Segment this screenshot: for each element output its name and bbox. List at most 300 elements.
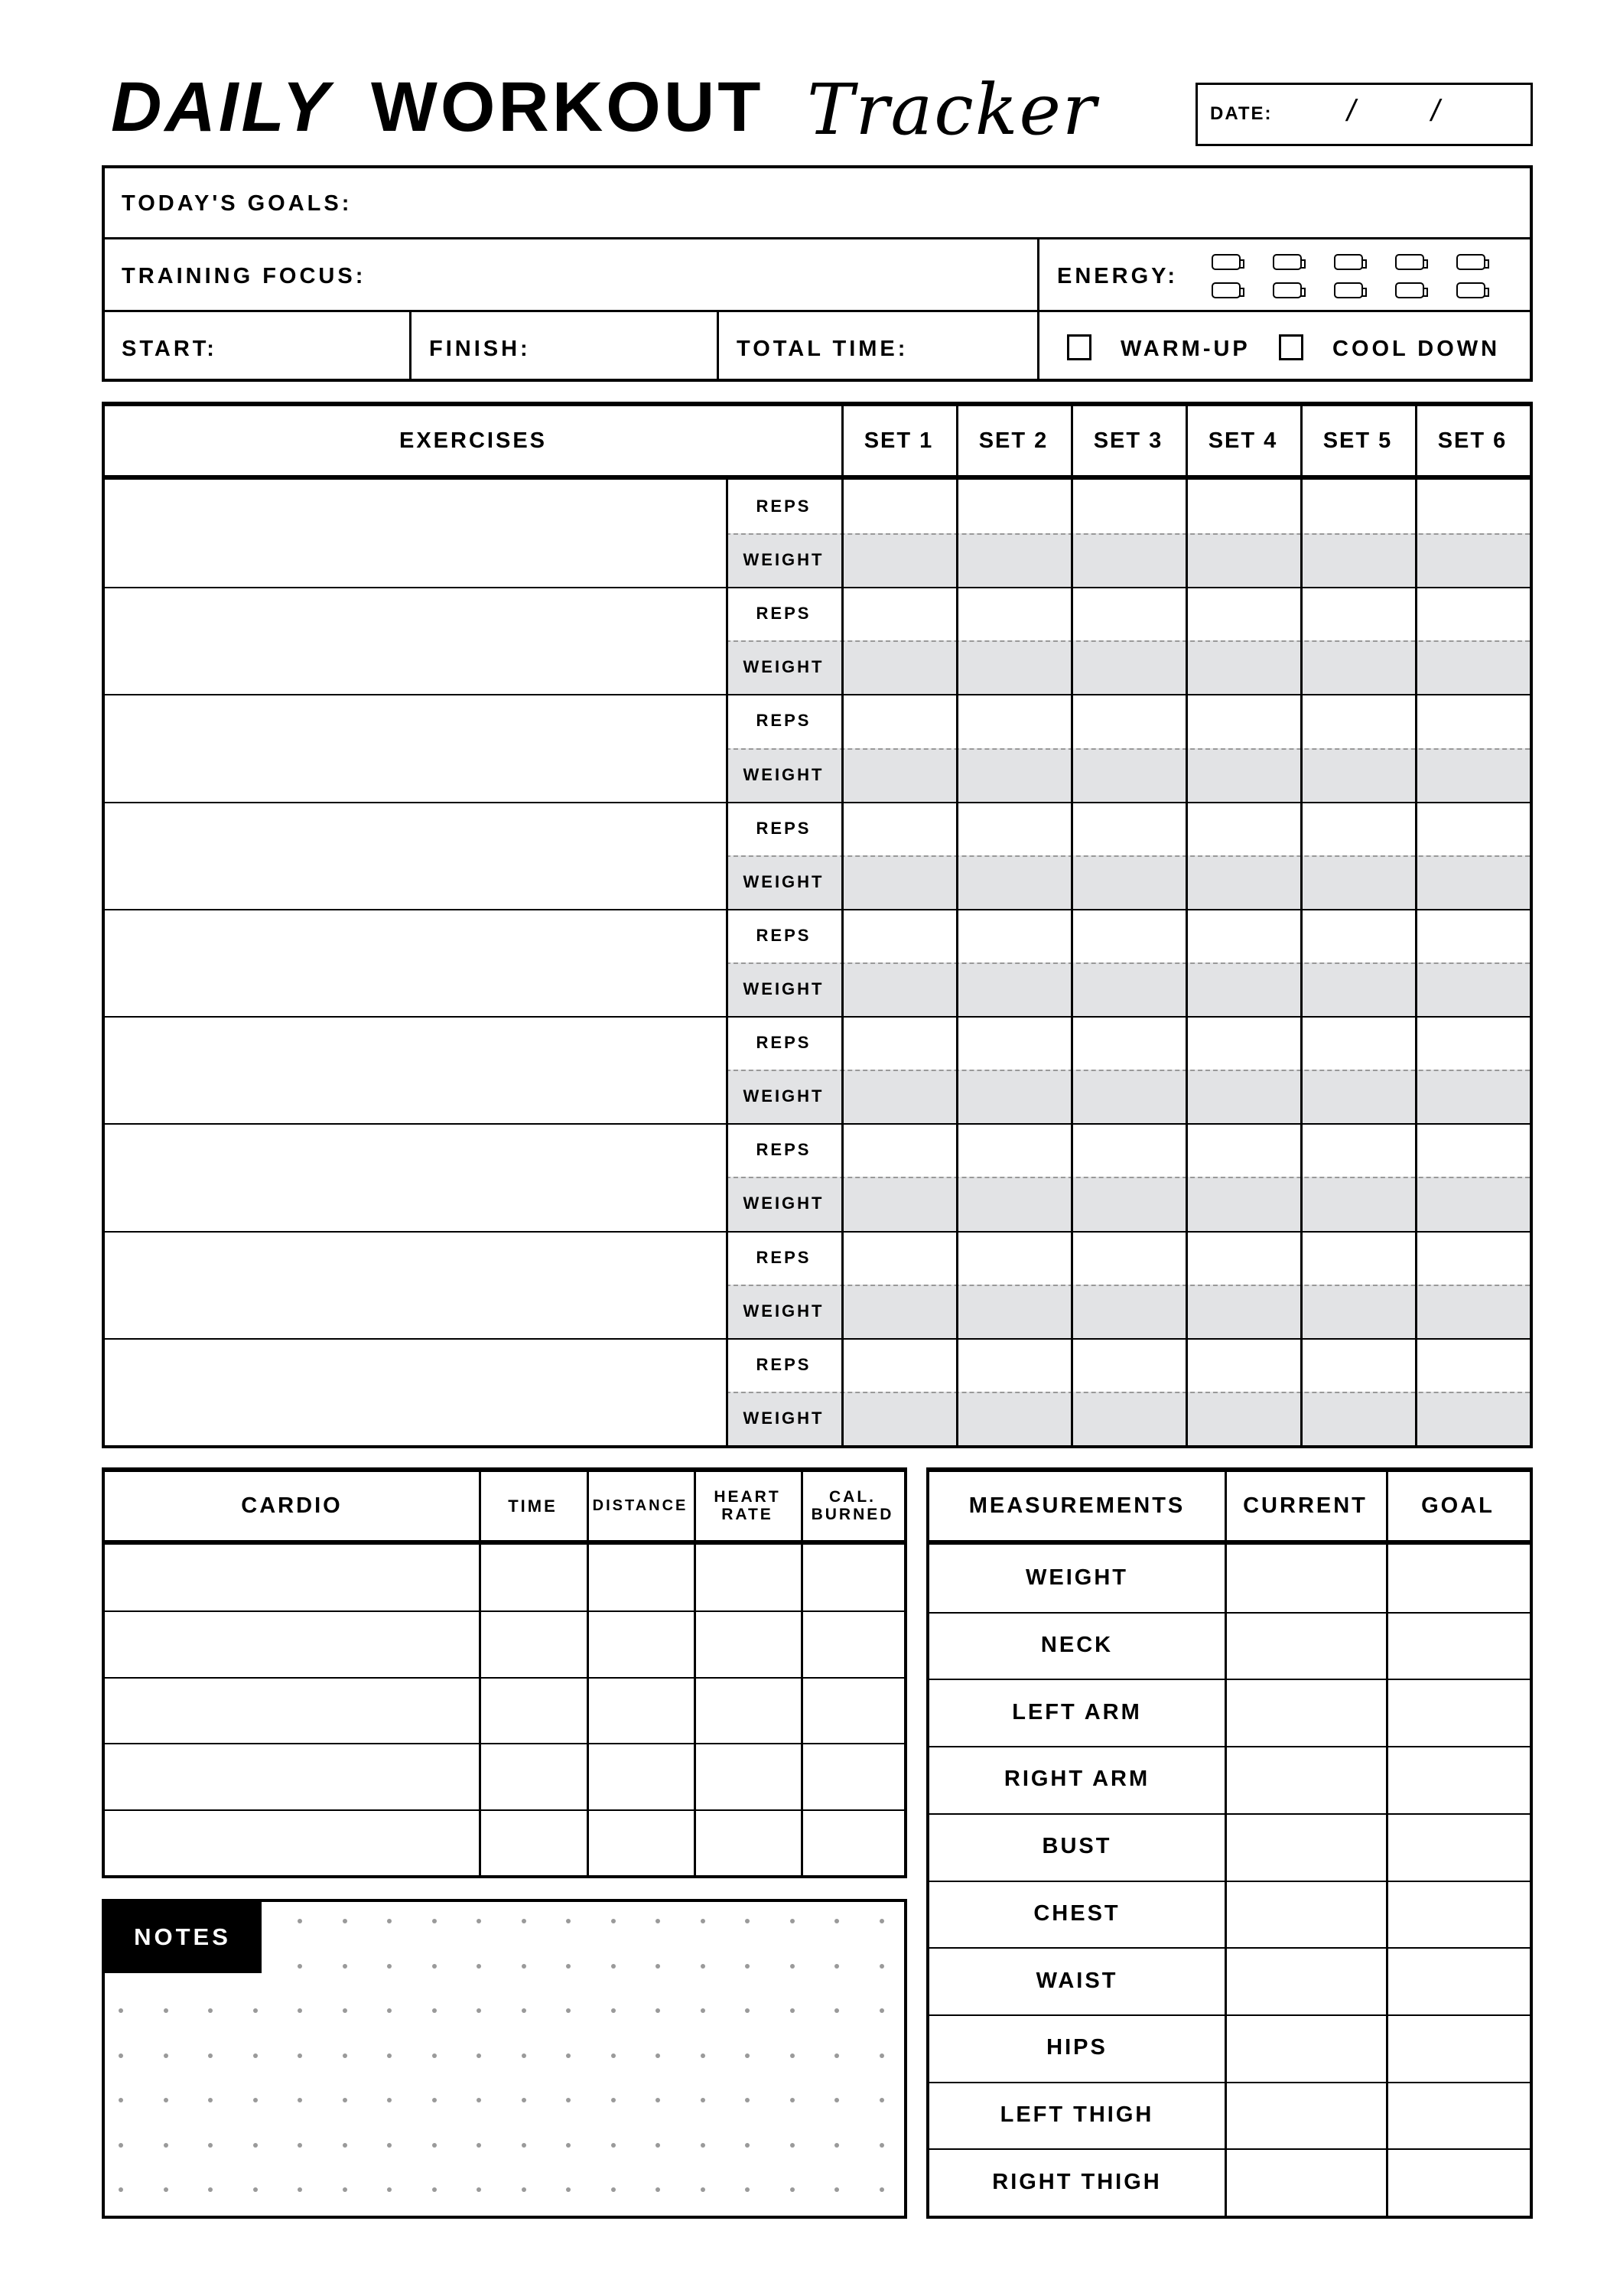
grid-dot [387, 2098, 392, 2102]
current-input[interactable] [1225, 1612, 1386, 1679]
weight-input[interactable] [956, 1392, 1071, 1445]
weight-input[interactable] [841, 748, 956, 802]
reps-input[interactable] [956, 480, 1071, 533]
grid-dot [432, 2008, 437, 2013]
reps-input[interactable] [841, 1231, 956, 1285]
grid-dot [701, 2053, 705, 2058]
cardio-cell-input[interactable] [479, 1545, 587, 1610]
grid-dot [298, 2008, 302, 2013]
weight-input[interactable] [841, 855, 956, 909]
reps-input[interactable] [1415, 1016, 1530, 1070]
reps-input[interactable] [841, 802, 956, 855]
weight-label: WEIGHT [743, 979, 825, 999]
reps-input[interactable] [1071, 587, 1186, 640]
row-divider [105, 587, 1530, 588]
grid-dot [655, 2143, 660, 2148]
reps-input[interactable] [841, 909, 956, 962]
battery-icon[interactable] [1273, 254, 1302, 270]
reps-label: REPS [756, 818, 812, 838]
battery-icon[interactable] [1395, 282, 1424, 298]
grid-dot [701, 1919, 705, 1923]
current-input[interactable] [1225, 1947, 1386, 2014]
exercise-name-input[interactable] [105, 1231, 726, 1338]
grid-dot [790, 2098, 795, 2102]
reps-input[interactable] [1186, 909, 1300, 962]
grid-dot [566, 2008, 571, 2013]
grid-dot [164, 2098, 168, 2102]
reps-input[interactable] [1415, 1231, 1530, 1285]
reps-input[interactable] [956, 694, 1071, 747]
reps-input[interactable] [841, 1123, 956, 1177]
divider [956, 480, 958, 1445]
current-input[interactable] [1225, 1746, 1386, 1813]
exercise-name-input[interactable] [105, 1338, 726, 1445]
battery-icon[interactable] [1273, 282, 1302, 298]
grid-dot [611, 2187, 616, 2192]
reps-input[interactable] [1300, 1338, 1415, 1392]
weight-input[interactable] [1300, 533, 1415, 587]
weight-input[interactable] [1415, 640, 1530, 694]
grid-dot [387, 2143, 392, 2148]
weight-input[interactable] [841, 533, 956, 587]
grid-dot [566, 2187, 571, 2192]
battery-icon[interactable] [1395, 254, 1424, 270]
grid-dot [745, 2098, 750, 2102]
cardio-cell-input[interactable] [479, 1743, 587, 1809]
weight-input[interactable] [841, 1285, 956, 1338]
weight-input[interactable] [841, 1177, 956, 1230]
reps-input[interactable] [1300, 1231, 1415, 1285]
measurements-header-2: GOAL [1421, 1493, 1495, 1518]
weight-input[interactable] [1071, 1392, 1186, 1445]
grid-dot [834, 1964, 839, 1969]
weight-input[interactable] [1071, 533, 1186, 587]
cardio-cell-input[interactable] [801, 1610, 904, 1676]
weight-input[interactable] [1071, 1285, 1186, 1338]
cardio-cell-input[interactable] [105, 1809, 479, 1875]
exercise-name-input[interactable] [105, 480, 726, 587]
exercise-name-input[interactable] [105, 909, 726, 1016]
battery-icon[interactable] [1212, 282, 1241, 298]
measurement-label: RIGHT ARM [1004, 1767, 1150, 1792]
reps-input[interactable] [1415, 694, 1530, 747]
weight-input[interactable] [1300, 962, 1415, 1016]
cooldown-checkbox[interactable] [1279, 334, 1303, 360]
reps-input[interactable] [1186, 1016, 1300, 1070]
grid-dot [611, 2008, 616, 2013]
grid-dot [298, 2187, 302, 2192]
date-label: DATE: [1210, 103, 1273, 124]
grid-dot [164, 2008, 168, 2013]
grid-dot [298, 2053, 302, 2058]
goal-input[interactable] [1386, 1679, 1530, 1746]
set-header-4: SET 4 [1208, 428, 1278, 453]
training-focus-field[interactable] [122, 264, 366, 289]
cardio-cell-input[interactable] [694, 1545, 801, 1610]
reps-input[interactable] [956, 1338, 1071, 1392]
grid-dot [164, 2187, 168, 2192]
title-tracker-script: Tracker [807, 69, 1098, 151]
reps-input[interactable] [956, 1231, 1071, 1285]
weight-input[interactable] [1071, 962, 1186, 1016]
cardio-header-4: CAL. BURNED [811, 1488, 894, 1523]
grid-dot [432, 1964, 437, 1969]
row-divider [105, 694, 1530, 695]
goal-input[interactable] [1386, 1612, 1530, 1679]
weight-input[interactable] [1300, 1392, 1415, 1445]
weight-input[interactable] [956, 962, 1071, 1016]
cardio-cell-input[interactable] [801, 1677, 904, 1743]
grid-dot [701, 2098, 705, 2102]
weight-input[interactable] [1300, 1285, 1415, 1338]
reps-input[interactable] [956, 1016, 1071, 1070]
cardio-cell-input[interactable] [694, 1809, 801, 1875]
cardio-cell-input[interactable] [587, 1677, 694, 1743]
reps-input[interactable] [1186, 1338, 1300, 1392]
energy-label: ENERGY: [1057, 264, 1178, 288]
divider [1300, 480, 1303, 1445]
grid-dot [611, 2053, 616, 2058]
weight-input[interactable] [1300, 1177, 1415, 1230]
exercise-name-input[interactable] [105, 694, 726, 801]
grid-dot [834, 2187, 839, 2192]
goal-input[interactable] [1386, 1947, 1530, 2014]
cardio-table [102, 1467, 907, 1878]
goal-input[interactable] [1386, 2014, 1530, 2082]
reps-input[interactable] [841, 480, 956, 533]
grid-dot [655, 2187, 660, 2192]
weight-input[interactable] [1415, 533, 1530, 587]
weight-label: WEIGHT [743, 764, 825, 784]
current-input[interactable] [1225, 2082, 1386, 2149]
weight-input[interactable] [956, 533, 1071, 587]
weight-input[interactable] [841, 640, 956, 694]
reps-input[interactable] [841, 587, 956, 640]
cardio-cell-input[interactable] [801, 1545, 904, 1610]
weight-label: WEIGHT [743, 871, 825, 891]
weight-input[interactable] [1071, 855, 1186, 909]
weight-input[interactable] [956, 1285, 1071, 1338]
reps-input[interactable] [1071, 694, 1186, 747]
weight-input[interactable] [956, 1070, 1071, 1123]
cardio-cell-input[interactable] [694, 1610, 801, 1676]
grid-dot [834, 2008, 839, 2013]
weight-input[interactable] [1415, 1070, 1530, 1123]
reps-input[interactable] [1415, 909, 1530, 962]
notes-area[interactable] [102, 1899, 907, 2219]
cardio-cell-input[interactable] [479, 1809, 587, 1875]
reps-input[interactable] [1186, 694, 1300, 747]
goal-input[interactable] [1386, 2148, 1530, 2216]
reps-input[interactable] [1186, 480, 1300, 533]
reps-input[interactable] [1186, 587, 1300, 640]
weight-input[interactable] [1186, 1285, 1300, 1338]
reps-input[interactable] [1415, 802, 1530, 855]
grid-dot [477, 2098, 481, 2102]
cardio-header-3: HEART RATE [714, 1488, 781, 1523]
title-daily: DAILY [111, 68, 333, 146]
grid-dot [790, 1964, 795, 1969]
grid-dot [566, 2098, 571, 2102]
weight-input[interactable] [1186, 640, 1300, 694]
reps-input[interactable] [1071, 1123, 1186, 1177]
weight-input[interactable] [1071, 748, 1186, 802]
grid-dot [432, 2143, 437, 2148]
weight-input[interactable] [1300, 1070, 1415, 1123]
grid-dot [522, 2187, 526, 2192]
cardio-cell-input[interactable] [479, 1677, 587, 1743]
weight-input[interactable] [1186, 1070, 1300, 1123]
reps-input[interactable] [841, 694, 956, 747]
goals-label: TODAY'S GOALS: [122, 191, 353, 216]
grid-dot [477, 2143, 481, 2148]
cardio-cell-input[interactable] [105, 1743, 479, 1809]
row-divider [105, 909, 1530, 910]
cardio-cell-input[interactable] [105, 1677, 479, 1743]
exercise-name-input[interactable] [105, 587, 726, 694]
exercise-name-input[interactable] [105, 802, 726, 909]
weight-input[interactable] [841, 962, 956, 1016]
grid-dot [522, 2098, 526, 2102]
reps-input[interactable] [956, 909, 1071, 962]
grid-dot [880, 1919, 884, 1923]
reps-input[interactable] [1071, 1016, 1186, 1070]
total-time-field[interactable] [737, 337, 908, 362]
grid-dot [343, 1964, 347, 1969]
grid-dot [790, 2143, 795, 2148]
reps-input[interactable] [956, 1123, 1071, 1177]
reps-input[interactable] [1300, 909, 1415, 962]
cardio-cell-input[interactable] [587, 1809, 694, 1875]
measurement-label: WAIST [1036, 1968, 1118, 1993]
battery-icon[interactable] [1212, 254, 1241, 270]
current-input[interactable] [1225, 1813, 1386, 1881]
reps-input[interactable] [1300, 802, 1415, 855]
weight-input[interactable] [956, 748, 1071, 802]
grid-dot [477, 2053, 481, 2058]
weight-input[interactable] [1071, 640, 1186, 694]
measurement-label: BUST [1042, 1834, 1112, 1859]
reps-label: REPS [756, 1354, 812, 1374]
reps-input[interactable] [1071, 1338, 1186, 1392]
weight-input[interactable] [1300, 748, 1415, 802]
weight-input[interactable] [1415, 1285, 1530, 1338]
reps-input[interactable] [1300, 1123, 1415, 1177]
cardio-cell-input[interactable] [694, 1743, 801, 1809]
date-field[interactable] [1195, 83, 1533, 146]
grid-dot [655, 1919, 660, 1923]
date-separator-2: / [1431, 94, 1440, 128]
set-header-1: SET 1 [864, 428, 934, 453]
weight-input[interactable] [1415, 1392, 1530, 1445]
grid-dot [522, 2008, 526, 2013]
cardio-cell-input[interactable] [801, 1743, 904, 1809]
measurements-table [926, 1467, 1533, 2219]
divider [717, 311, 719, 379]
grid-dot [701, 2143, 705, 2148]
measurement-label: HIPS [1046, 2035, 1108, 2060]
reps-input[interactable] [1186, 802, 1300, 855]
grid-dot [701, 1964, 705, 1969]
reps-input[interactable] [1415, 587, 1530, 640]
grid-dot [745, 2187, 750, 2192]
title-workout: WORKOUT [371, 68, 764, 146]
cardio-header-2: DISTANCE [592, 1497, 688, 1514]
weight-input[interactable] [1186, 962, 1300, 1016]
divider [1415, 480, 1417, 1445]
reps-input[interactable] [956, 802, 1071, 855]
grid-dot [298, 1919, 302, 1923]
weight-input[interactable] [841, 1392, 956, 1445]
grid-dot [834, 1919, 839, 1923]
grid-dot [387, 1919, 392, 1923]
grid-dot [432, 2053, 437, 2058]
weight-label: WEIGHT [743, 1086, 825, 1106]
weight-input[interactable] [1415, 1177, 1530, 1230]
current-input[interactable] [1225, 1881, 1386, 1948]
weight-input[interactable] [1186, 533, 1300, 587]
reps-input[interactable] [1186, 1123, 1300, 1177]
current-input[interactable] [1225, 2148, 1386, 2216]
battery-icon[interactable] [1334, 282, 1363, 298]
current-input[interactable] [1225, 2014, 1386, 2082]
session-info-box [102, 165, 1533, 382]
weight-input[interactable] [1186, 1177, 1300, 1230]
reps-input[interactable] [1300, 480, 1415, 533]
row-divider [105, 1231, 1530, 1233]
exercises-table [102, 402, 1533, 1448]
reps-input[interactable] [1300, 587, 1415, 640]
grid-dot [343, 2008, 347, 2013]
reps-input[interactable] [1415, 1123, 1530, 1177]
grid-dot [522, 2053, 526, 2058]
weight-input[interactable] [956, 855, 1071, 909]
current-input[interactable] [1225, 1545, 1386, 1612]
grid-dot [253, 2187, 258, 2192]
grid-dot [298, 2143, 302, 2148]
reps-input[interactable] [1186, 1231, 1300, 1285]
grid-dot [208, 2143, 213, 2148]
measurement-label: RIGHT THIGH [992, 2169, 1162, 2194]
weight-input[interactable] [1415, 962, 1530, 1016]
cardio-cell-input[interactable] [587, 1610, 694, 1676]
grid-dot [522, 1919, 526, 1923]
current-input[interactable] [1225, 1679, 1386, 1746]
grid-dot [566, 2053, 571, 2058]
grid-dot [880, 1964, 884, 1969]
measurement-label: CHEST [1033, 1900, 1121, 1926]
divider [105, 310, 1530, 312]
grid-dot [834, 2053, 839, 2058]
goal-input[interactable] [1386, 1545, 1530, 1612]
reps-input[interactable] [1415, 1338, 1530, 1392]
grid-dot [119, 2053, 123, 2058]
goal-input[interactable] [1386, 1746, 1530, 1813]
grid-dot [253, 2008, 258, 2013]
goals-field[interactable] [122, 191, 352, 217]
energy-rating[interactable] [1212, 254, 1510, 300]
training-focus-label: TRAINING FOCUS: [122, 264, 366, 288]
grid-dot [343, 2053, 347, 2058]
reps-input[interactable] [1071, 909, 1186, 962]
reps-input[interactable] [841, 1016, 956, 1070]
reps-input[interactable] [1071, 802, 1186, 855]
start-field[interactable] [122, 337, 217, 362]
grid-dot [701, 2008, 705, 2013]
grid-dot [880, 2143, 884, 2148]
cardio-cell-input[interactable] [801, 1809, 904, 1875]
reps-input[interactable] [956, 587, 1071, 640]
exercise-name-input[interactable] [105, 1123, 726, 1230]
weight-input[interactable] [1071, 1070, 1186, 1123]
grid-dot [745, 2053, 750, 2058]
row-divider [105, 1016, 1530, 1018]
reps-input[interactable] [1300, 1016, 1415, 1070]
reps-input[interactable] [1415, 480, 1530, 533]
cardio-cell-input[interactable] [694, 1677, 801, 1743]
battery-icon[interactable] [1456, 282, 1485, 298]
warmup-checkbox[interactable] [1067, 334, 1091, 360]
weight-input[interactable] [1186, 748, 1300, 802]
cardio-cell-input[interactable] [105, 1545, 479, 1610]
grid-dot [701, 2187, 705, 2192]
reps-label: REPS [756, 925, 812, 945]
exercise-name-input[interactable] [105, 1016, 726, 1123]
weight-input[interactable] [1186, 855, 1300, 909]
divider [409, 311, 412, 379]
weight-input[interactable] [1300, 640, 1415, 694]
battery-icon[interactable] [1334, 254, 1363, 270]
grid-dot [834, 2143, 839, 2148]
exercises-header[interactable]: EXERCISES [399, 428, 547, 453]
weight-input[interactable] [956, 640, 1071, 694]
goal-input[interactable] [1386, 2082, 1530, 2149]
reps-input[interactable] [1300, 694, 1415, 747]
grid-dot [119, 2008, 123, 2013]
divider [1037, 238, 1039, 379]
grid-dot [387, 2187, 392, 2192]
finish-label: FINISH: [429, 337, 531, 361]
weight-input[interactable] [1186, 1392, 1300, 1445]
weight-input[interactable] [841, 1070, 956, 1123]
reps-input[interactable] [841, 1338, 956, 1392]
weight-input[interactable] [1071, 1177, 1186, 1230]
cardio-cell-input[interactable] [105, 1610, 479, 1676]
goal-input[interactable] [1386, 1881, 1530, 1948]
grid-dot [566, 2143, 571, 2148]
battery-icon[interactable] [1456, 254, 1485, 270]
weight-input[interactable] [1415, 748, 1530, 802]
cardio-cell-input[interactable] [587, 1743, 694, 1809]
reps-input[interactable] [1071, 1231, 1186, 1285]
finish-field[interactable] [429, 337, 531, 362]
set-header-6: SET 6 [1437, 428, 1508, 453]
reps-input[interactable] [1071, 480, 1186, 533]
measurements-header-0: MEASUREMENTS [968, 1493, 1186, 1518]
cardio-cell-input[interactable] [587, 1545, 694, 1610]
grid-dot [655, 2098, 660, 2102]
grid-dot [790, 2187, 795, 2192]
grid-dot [611, 1919, 616, 1923]
divider [726, 480, 728, 1445]
weight-input[interactable] [956, 1177, 1071, 1230]
measurement-label: LEFT THIGH [1000, 2102, 1154, 2127]
goal-input[interactable] [1386, 1813, 1530, 1881]
measurements-header-1: CURRENT [1243, 1493, 1368, 1518]
cardio-cell-input[interactable] [479, 1610, 587, 1676]
weight-input[interactable] [1415, 855, 1530, 909]
weight-input[interactable] [1300, 855, 1415, 909]
